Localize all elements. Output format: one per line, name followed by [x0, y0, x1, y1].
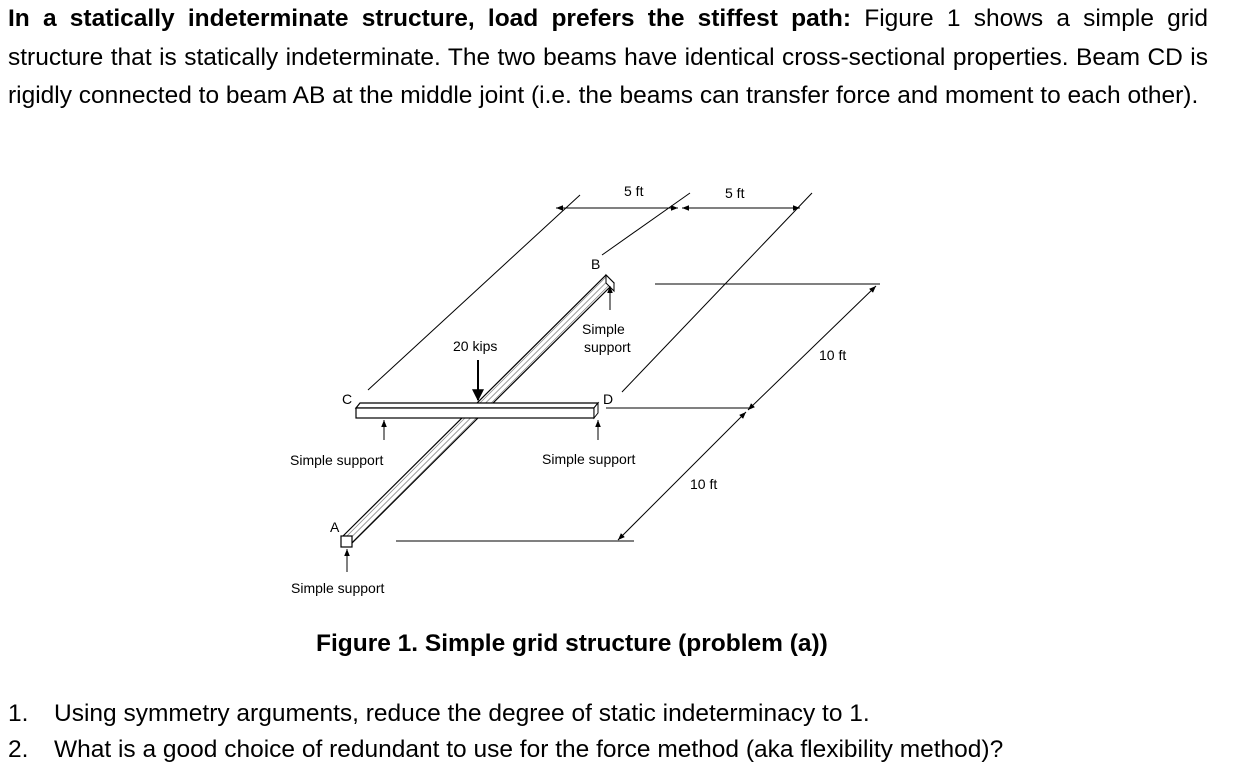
support-c-label: Simple support — [290, 452, 384, 468]
node-label-a: A — [330, 519, 340, 535]
intro-bold-lead: In a statically indeterminate structure, load prefers the stiffest path: — [8, 5, 852, 32]
extension-lines — [368, 193, 880, 541]
question-number: 2. — [8, 736, 29, 763]
ext-line-c — [368, 195, 580, 390]
support-b-label-line2: support — [584, 339, 631, 355]
ext-line-b — [602, 193, 690, 255]
question-item — [8, 696, 1003, 732]
figure-caption: Figure 1. Simple grid structure (problem (a)) — [316, 630, 828, 657]
intro-text: Figure 1 shows a simple grid structure that is statically indeterminate. The two beams have identical cross-sectional properties. Beam CD is rigidly connected to beam AB at the middle joint (i.e. the beams can transfer force and moment to each other). — [8, 5, 1208, 110]
dim-label-right-upper: 10 ft — [819, 347, 847, 363]
question-text: What is a good choice of redundant to use for the force method (aka flexibility method)? — [54, 736, 1004, 763]
dim-label-top-left: 5 ft — [624, 183, 644, 199]
support-a-label: Simple support — [291, 580, 385, 596]
ext-line-d — [622, 193, 812, 392]
node-label-d: D — [603, 391, 614, 407]
beam-a-end — [341, 536, 352, 547]
dim-label-top-right: 5 ft — [725, 185, 745, 201]
dim-line-right-lower — [618, 412, 746, 540]
question-list — [8, 696, 1003, 768]
support-d-label: Simple support — [542, 451, 636, 467]
node-label-c: C — [342, 391, 353, 407]
load-label: 20 kips — [453, 338, 498, 354]
support-b-label-line1: Simple — [582, 321, 625, 337]
beam-cd — [356, 403, 598, 418]
dim-line-right-upper — [748, 286, 876, 410]
support-arrows — [347, 286, 610, 572]
question-text: Using symmetry arguments, reduce the degree of static indeterminacy to 1. — [54, 700, 870, 727]
question-item — [8, 732, 1003, 768]
question-number: 1. — [8, 700, 29, 727]
node-label-b: B — [591, 256, 601, 272]
dim-label-right-lower: 10 ft — [690, 476, 718, 492]
